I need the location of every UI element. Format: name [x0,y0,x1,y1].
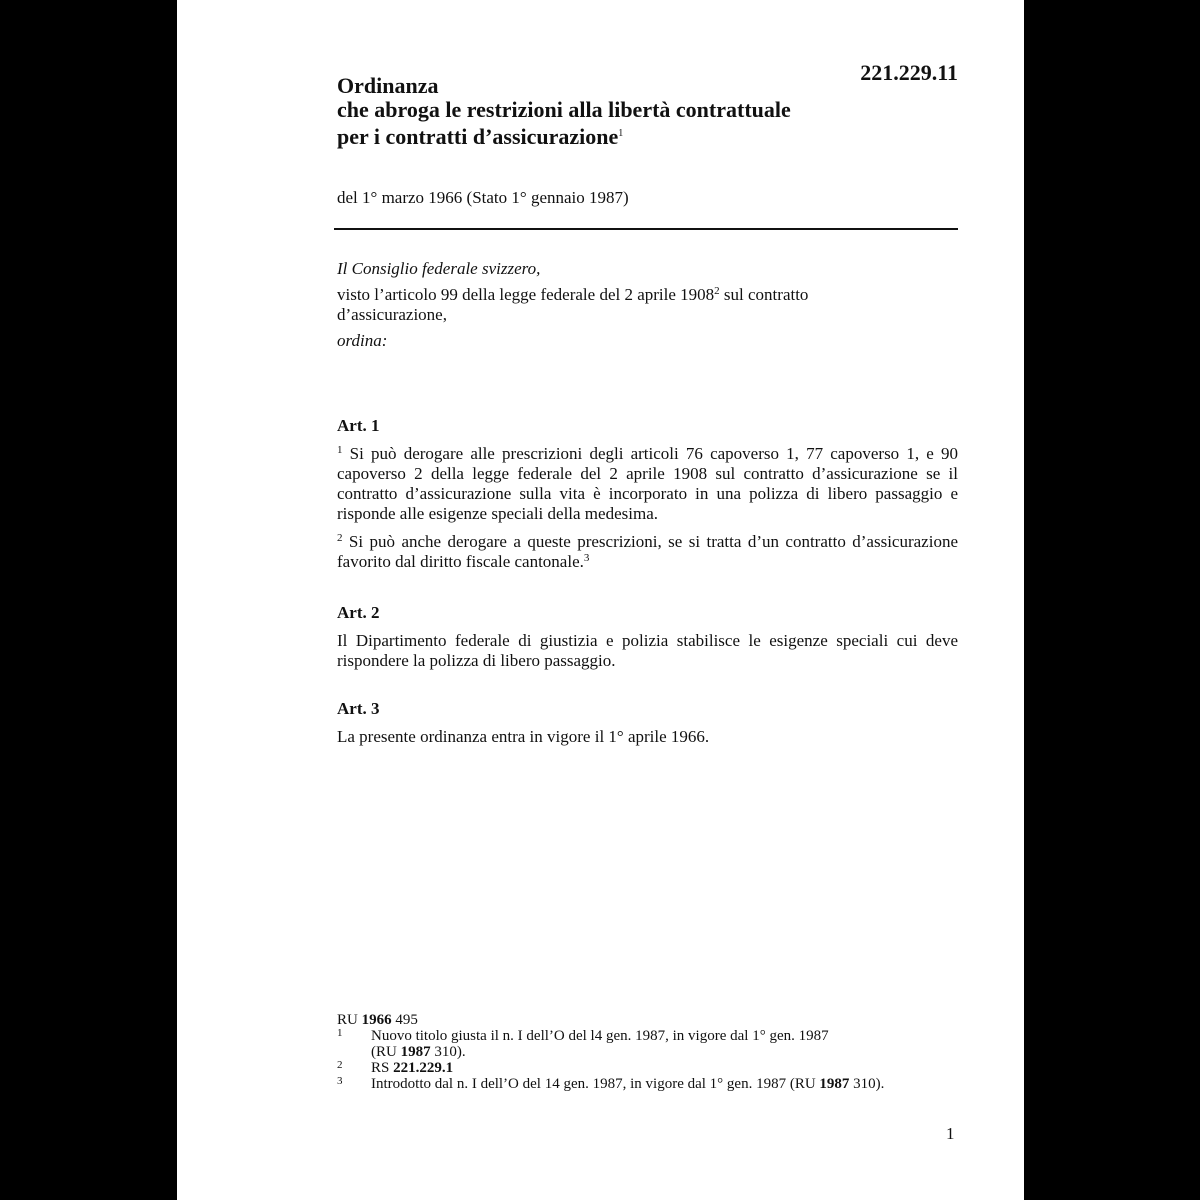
title-line: Ordinanza [337,73,439,98]
preamble-visto [337,285,857,325]
article-heading: Art. 1 [337,416,380,435]
footnote-text-a: Nuovo titolo giusta il n. I dell’O del l4 gen. 1987, in vigore dal 1° gen. 1987 [371,1028,829,1044]
article-paragraph: La presente ordinanza entra in vigore il 1° aprile 1966. [337,727,710,746]
article-paragraph [337,532,958,572]
footnote-prefix: RS [371,1060,394,1076]
footnotes [337,1012,958,1092]
date-line: del 1° marzo 1966 (Stato 1° gennaio 1987) [337,188,629,207]
preamble [337,259,957,351]
footnote-number: 2 [337,1059,343,1071]
page-number: 1 [946,1124,955,1143]
visto-text: sul contratto d’assicurazione, [337,285,809,324]
divider-rule [334,228,958,230]
source-prefix: RU [337,1012,362,1028]
paragraph-number: 1 [337,444,343,456]
footnote-ref[interactable]: 1 [618,128,624,139]
footnote-text [371,1060,453,1076]
footnote-ref[interactable]: 3 [583,552,590,564]
footnote-bold: 1987 [819,1076,850,1092]
title-line [337,122,791,149]
visto-text: visto l’articolo 99 della legge federale del 2 aprile 1908 [337,285,715,304]
preamble-ordina: ordina: [337,331,388,350]
document-page [177,0,1024,1200]
footnote-number: 3 [337,1075,343,1087]
article-1 [337,416,958,580]
title-line: che abroga le restrizioni alla libertà contrattuale [337,97,791,122]
footnote-ref[interactable]: 2 [714,285,720,297]
paragraph-text: Si può derogare alle prescrizioni degli articoli 76 capoverso 1, 77 capoverso 1, e 90 capoverso 2 della legge federale del 2 aprile 1908 sul contratto d’assicurazione se il contratto d’assicurazione sulla vita è incorporato in una polizza di libero passaggio e risponde alle esigenze speciali della medesima. [337,444,958,523]
footnote-number: 1 [337,1027,343,1039]
paragraph-text: Si può anche derogare a queste prescrizioni, se si tratta d’un contratto d’assicurazione favorito dal diritto fiscale cantonale. [337,532,958,571]
footnote-text [371,1076,884,1092]
footnote-text [371,1028,829,1060]
article-heading: Art. 3 [337,699,380,718]
source-reference [337,1012,958,1028]
footnote-bold: 221.229.1 [393,1060,454,1076]
document-title [337,74,791,149]
footnote-prefix: Introdotto dal n. I dell’O del 14 gen. 1987, in vigore dal 1° gen. 1987 (RU [371,1076,820,1092]
article-3 [337,699,958,755]
footnote-bold: 1987 [400,1044,431,1060]
article-paragraph [337,444,958,524]
paragraph-number: 2 [337,532,343,544]
footnote-item [337,1076,958,1092]
source-page: 495 [391,1012,418,1028]
sr-number: 221.229.11 [860,60,958,85]
footnote-text-b: (RU [371,1044,401,1060]
article-heading: Art. 2 [337,603,380,622]
footnote-text-c: 310). [430,1044,466,1060]
footnote-item [337,1060,958,1076]
title-line-text: per i contratti d’assicurazione [337,124,619,149]
preamble-authority: Il Consiglio federale svizzero, [337,259,541,278]
footnote-suffix: 310). [849,1076,885,1092]
article-paragraph: Il Dipartimento federale di giustizia e polizia stabilisce le esigenze speciali cui deve rispondere la polizza di libero passaggio. [337,631,958,670]
source-year: 1966 [361,1012,392,1028]
footnote-item [337,1028,958,1060]
article-2 [337,603,958,679]
